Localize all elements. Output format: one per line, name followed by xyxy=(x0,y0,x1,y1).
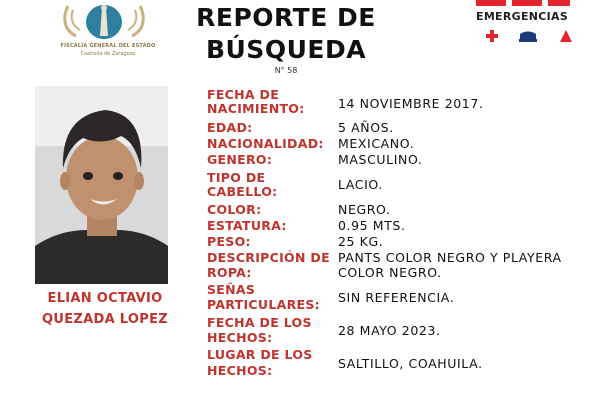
label-cabello-2: CABELLO: xyxy=(207,184,278,199)
label-senas-1: SEÑAS xyxy=(207,282,256,297)
value-estatura: 0.95 MTS. xyxy=(338,218,406,233)
label-nacionalidad: NACIONALIDAD: xyxy=(207,136,324,151)
value-genero: MASCULINO. xyxy=(338,152,423,167)
police-cap-icon xyxy=(519,32,537,43)
label-estatura: ESTATURA: xyxy=(207,218,287,233)
emergency-bar xyxy=(512,0,542,6)
person-name-line-2: QUEZADA LOPEZ xyxy=(42,312,168,327)
logo-subtitle: Coahuila de Zaragoza xyxy=(80,51,136,57)
fiscalia-logo xyxy=(38,0,178,72)
page-title xyxy=(188,2,384,66)
value-ropa-1: PANTS COLOR NEGRO Y PLAYERA xyxy=(338,250,562,265)
missing-person-photo xyxy=(35,86,168,284)
label-lugar-1: LUGAR DE LOS xyxy=(207,347,313,362)
label-senas-2: PARTICULARES: xyxy=(207,297,320,312)
child-portrait-icon xyxy=(35,86,168,284)
emergencias-label: EMERGENCIAS xyxy=(476,10,569,23)
value-cabello: LACIO. xyxy=(338,177,383,192)
label-fecha-hechos-1: FECHA DE LOS xyxy=(207,315,312,330)
person-name-line-1: ELIAN OCTAVIO xyxy=(47,291,163,306)
value-ropa-2: COLOR NEGRO. xyxy=(338,265,442,280)
label-fecha-nacimiento-2: NACIMIENTO: xyxy=(207,101,305,116)
value-lugar: SALTILLO, COAHUILA. xyxy=(338,356,483,371)
label-edad: EDAD: xyxy=(207,120,253,135)
label-fecha-hechos-2: HECHOS: xyxy=(207,330,273,345)
value-peso: 25 KG. xyxy=(338,234,384,249)
label-ropa-1: DESCRIPCIÓN DE xyxy=(207,250,330,265)
logo-title: FISCALÍA GENERAL DEL ESTADO xyxy=(60,43,156,49)
emergencias-logo xyxy=(470,0,600,50)
firefighter-icon xyxy=(560,30,572,42)
label-ropa-2: ROPA: xyxy=(207,265,252,280)
label-lugar-2: HECHOS: xyxy=(207,363,273,378)
label-genero: GENERO: xyxy=(207,152,273,167)
value-color: NEGRO. xyxy=(338,202,391,217)
value-fecha-hechos: 28 MAYO 2023. xyxy=(338,323,441,338)
label-fecha-nacimiento-1: FECHA DE xyxy=(207,87,280,102)
value-fecha-nacimiento: 14 NOVIEMBRE 2017. xyxy=(338,96,484,111)
emergency-icons xyxy=(480,27,580,45)
justice-emblem-icon xyxy=(58,0,150,40)
label-peso: PESO: xyxy=(207,234,251,249)
report-number: N° 58 xyxy=(274,66,298,75)
value-nacionalidad: MEXICANO. xyxy=(338,136,415,151)
label-cabello-1: TIPO DE xyxy=(207,170,266,185)
emergency-bar xyxy=(476,0,506,6)
medical-cross-icon xyxy=(486,30,498,42)
value-senas: SIN REFERENCIA. xyxy=(338,290,455,305)
title-line-2: BÚSQUEDA xyxy=(205,35,367,64)
label-color: COLOR: xyxy=(207,202,262,217)
emergency-bar xyxy=(548,0,570,6)
title-line-1: REPORTE DE xyxy=(196,3,376,32)
value-edad: 5 AÑOS. xyxy=(338,120,394,135)
